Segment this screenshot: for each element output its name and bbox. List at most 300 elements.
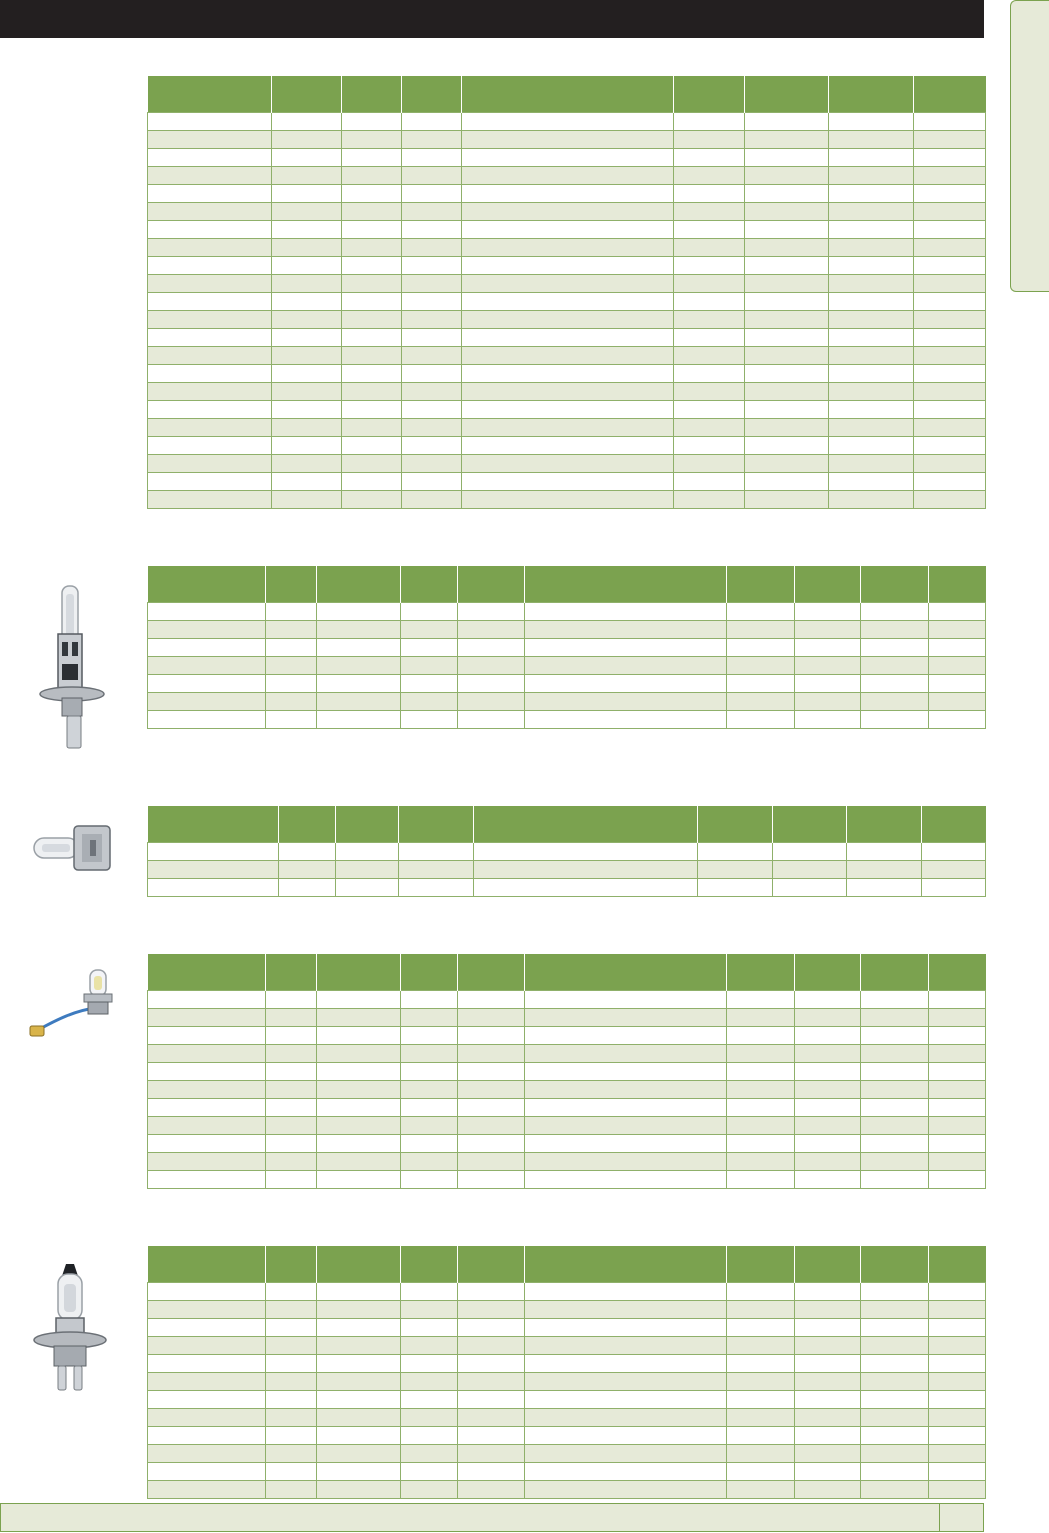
table-cell [929, 1116, 986, 1134]
table-cell [342, 148, 402, 166]
table-cell [279, 860, 336, 878]
table-cell [458, 1426, 525, 1444]
footer-bar [0, 1503, 984, 1532]
table-cell [674, 400, 745, 418]
table-cell [727, 1134, 795, 1152]
table-row [148, 328, 986, 346]
table-cell [458, 1354, 525, 1372]
table-row [148, 364, 986, 382]
column-header [795, 1246, 861, 1282]
column-header [342, 76, 402, 112]
table-cell [929, 1080, 986, 1098]
table-cell [795, 656, 861, 674]
table-cell [829, 418, 914, 436]
table-row [148, 1300, 986, 1318]
column-header [847, 806, 922, 842]
table-cell [402, 238, 462, 256]
table-cell [745, 220, 829, 238]
table-cell [317, 1152, 401, 1170]
table-cell [914, 382, 986, 400]
table-cell [674, 310, 745, 328]
table-cell [914, 274, 986, 292]
table-cell [674, 274, 745, 292]
table-cell [847, 860, 922, 878]
table-cell [342, 130, 402, 148]
table-row [148, 638, 986, 656]
table-cell [795, 1080, 861, 1098]
table-cell [317, 1318, 401, 1336]
table-cell [458, 1008, 525, 1026]
table-cell [148, 656, 266, 674]
table-cell [266, 1170, 317, 1188]
table-cell [727, 1462, 795, 1480]
table-cell [266, 1354, 317, 1372]
table-cell [401, 1080, 458, 1098]
column-header [458, 566, 525, 602]
table-cell [148, 620, 266, 638]
table-cell [829, 292, 914, 310]
table-cell [929, 1062, 986, 1080]
table-cell [462, 346, 674, 364]
table-cell [929, 990, 986, 1008]
column-header [861, 954, 929, 990]
table-cell [272, 346, 342, 364]
table-cell [462, 292, 674, 310]
table-cell [861, 1372, 929, 1390]
table-cell [674, 238, 745, 256]
table-cell [474, 878, 698, 896]
table-cell [148, 1462, 266, 1480]
table-cell [458, 710, 525, 728]
table-cell [929, 1134, 986, 1152]
table-cell [829, 238, 914, 256]
h2-bulb-image [30, 818, 118, 878]
table-cell [727, 1044, 795, 1062]
table-cell [317, 674, 401, 692]
table-cell [317, 1116, 401, 1134]
table-cell [402, 400, 462, 418]
table-cell [342, 436, 402, 454]
table-cell [272, 364, 342, 382]
table-cell [401, 1116, 458, 1134]
table-cell [272, 454, 342, 472]
table-cell [674, 328, 745, 346]
table-cell [922, 842, 986, 860]
table-cell [342, 454, 402, 472]
table-cell [402, 148, 462, 166]
table-row [148, 1444, 986, 1462]
table-cell [829, 220, 914, 238]
table-cell [795, 638, 861, 656]
table-cell [474, 860, 698, 878]
table-cell [148, 1408, 266, 1426]
table-cell [401, 710, 458, 728]
table-cell [458, 1390, 525, 1408]
table-cell [525, 1282, 727, 1300]
table-cell [402, 346, 462, 364]
table-cell [929, 656, 986, 674]
table-cell [401, 1300, 458, 1318]
table-cell [745, 310, 829, 328]
table-cell [342, 310, 402, 328]
table-cell [795, 1372, 861, 1390]
table-cell [795, 602, 861, 620]
table-cell [861, 674, 929, 692]
table-cell [674, 292, 745, 310]
table-cell [462, 400, 674, 418]
table-cell [727, 1408, 795, 1426]
column-header [795, 954, 861, 990]
table-cell [525, 1062, 727, 1080]
table-cell [674, 418, 745, 436]
table-cell [148, 490, 272, 508]
table-cell [914, 166, 986, 184]
table-cell [914, 418, 986, 436]
table-cell [148, 1300, 266, 1318]
table-cell [272, 436, 342, 454]
table-cell [342, 166, 402, 184]
table-cell [458, 1408, 525, 1426]
table-cell [829, 382, 914, 400]
table-cell [317, 1080, 401, 1098]
table-cell [727, 1282, 795, 1300]
table-cell [317, 692, 401, 710]
table-cell [402, 274, 462, 292]
column-header [148, 806, 279, 842]
table-cell [342, 292, 402, 310]
table-cell [399, 842, 474, 860]
table-cell [773, 878, 847, 896]
table-cell [462, 274, 674, 292]
table-cell [525, 1134, 727, 1152]
table-cell [317, 1098, 401, 1116]
table-cell [861, 692, 929, 710]
table-cell [861, 1444, 929, 1462]
table-cell [148, 1444, 266, 1462]
table-cell [861, 1080, 929, 1098]
table-cell [795, 1480, 861, 1498]
table-cell [401, 1008, 458, 1026]
table-cell [525, 656, 727, 674]
table-cell [401, 656, 458, 674]
table-cell [148, 1390, 266, 1408]
table-cell [266, 1480, 317, 1498]
column-header [148, 954, 266, 990]
table-cell [272, 400, 342, 418]
table-cell [317, 1480, 401, 1498]
table-cell [148, 1354, 266, 1372]
table-cell [148, 310, 272, 328]
table-cell [829, 310, 914, 328]
table-cell [861, 1336, 929, 1354]
table-cell [727, 1390, 795, 1408]
table-cell [861, 1354, 929, 1372]
table-cell [727, 1080, 795, 1098]
table-cell [795, 1170, 861, 1188]
table-cell [266, 1098, 317, 1116]
table-cell [674, 166, 745, 184]
table-cell [861, 1390, 929, 1408]
table-cell [401, 1152, 458, 1170]
table-cell [148, 364, 272, 382]
table-cell [861, 1170, 929, 1188]
table-cell [317, 620, 401, 638]
table-cell [773, 860, 847, 878]
table-cell [317, 1026, 401, 1044]
table-cell [148, 328, 272, 346]
column-header [922, 806, 986, 842]
table-cell [401, 638, 458, 656]
table-row [148, 1044, 986, 1062]
table-cell [458, 620, 525, 638]
table-cell [342, 328, 402, 346]
table-cell [462, 256, 674, 274]
column-header [795, 566, 861, 602]
table-cell [148, 166, 272, 184]
table-cell [266, 1462, 317, 1480]
table-cell [148, 638, 266, 656]
table-cell [342, 382, 402, 400]
table-cell [148, 1098, 266, 1116]
table-cell [458, 1372, 525, 1390]
table-cell [266, 1372, 317, 1390]
table-cell [914, 202, 986, 220]
table-cell [674, 436, 745, 454]
table-cell [402, 184, 462, 202]
column-header [148, 1246, 266, 1282]
table-cell [401, 602, 458, 620]
table-cell [401, 1170, 458, 1188]
table-cell [402, 292, 462, 310]
table-cell [745, 328, 829, 346]
table-cell [462, 454, 674, 472]
table-cell [317, 1354, 401, 1372]
table-cell [861, 638, 929, 656]
table-cell [317, 656, 401, 674]
table-cell [317, 1170, 401, 1188]
table-cell [317, 1372, 401, 1390]
table-cell [727, 674, 795, 692]
table-cell [266, 1426, 317, 1444]
table-cell [829, 274, 914, 292]
table-cell [458, 602, 525, 620]
table-cell [342, 472, 402, 490]
table-cell [342, 202, 402, 220]
table-row [148, 346, 986, 364]
column-header [929, 566, 986, 602]
table-cell [727, 1354, 795, 1372]
table-cell [745, 274, 829, 292]
table-cell [272, 148, 342, 166]
table-cell [525, 1480, 727, 1498]
spec-table-3 [147, 806, 986, 897]
table-cell [458, 1462, 525, 1480]
table-cell [148, 382, 272, 400]
column-header [401, 566, 458, 602]
column-header [402, 76, 462, 112]
table-cell [401, 1318, 458, 1336]
table-cell [795, 1426, 861, 1444]
table-cell [266, 1318, 317, 1336]
table-row [148, 602, 986, 620]
table-cell [795, 1134, 861, 1152]
table-cell [914, 310, 986, 328]
table-row [148, 310, 986, 328]
table-cell [795, 1318, 861, 1336]
table-cell [458, 656, 525, 674]
table-cell [795, 620, 861, 638]
table-cell [861, 656, 929, 674]
table-cell [861, 1462, 929, 1480]
table-cell [148, 112, 272, 130]
table-cell [317, 602, 401, 620]
column-header [266, 954, 317, 990]
table-cell [402, 166, 462, 184]
table-cell [861, 620, 929, 638]
column-header [148, 566, 266, 602]
table-cell [525, 1026, 727, 1044]
table-cell [745, 112, 829, 130]
table-cell [401, 1480, 458, 1498]
table-cell [795, 1044, 861, 1062]
table-cell [402, 382, 462, 400]
table-cell [745, 436, 829, 454]
table-cell [317, 1134, 401, 1152]
table-row [148, 256, 986, 274]
column-header [914, 76, 986, 112]
table-cell [829, 472, 914, 490]
table-cell [795, 674, 861, 692]
table-cell [745, 184, 829, 202]
table-cell [462, 382, 674, 400]
table-cell [727, 1336, 795, 1354]
table-cell [929, 1354, 986, 1372]
table-cell [317, 1008, 401, 1026]
table-cell [402, 256, 462, 274]
table-cell [266, 692, 317, 710]
page-number-box [939, 1503, 983, 1532]
table-cell [266, 1080, 317, 1098]
table-cell [458, 1026, 525, 1044]
section-side-tab[interactable] [1010, 0, 1049, 292]
table-cell [727, 1116, 795, 1134]
table-cell [266, 1152, 317, 1170]
table-cell [829, 130, 914, 148]
table-cell [462, 202, 674, 220]
table-row [148, 1318, 986, 1336]
table-cell [342, 418, 402, 436]
table-cell [929, 1480, 986, 1498]
table-row [148, 1336, 986, 1354]
table-cell [148, 710, 266, 728]
table-cell [272, 238, 342, 256]
table-row [148, 418, 986, 436]
table-cell [317, 1462, 401, 1480]
table-cell [829, 256, 914, 274]
column-header [272, 76, 342, 112]
table-cell [317, 1300, 401, 1318]
table-cell [525, 1390, 727, 1408]
table-cell [458, 692, 525, 710]
table-cell [795, 1152, 861, 1170]
spec-table-5 [147, 1246, 986, 1499]
table-cell [148, 1170, 266, 1188]
table-cell [148, 130, 272, 148]
table-cell [861, 1008, 929, 1026]
table-cell [525, 1152, 727, 1170]
table-cell [914, 436, 986, 454]
table-cell [674, 130, 745, 148]
table-cell [148, 842, 279, 860]
table-cell [317, 990, 401, 1008]
column-header [336, 806, 399, 842]
table-cell [914, 148, 986, 166]
table-row [148, 1080, 986, 1098]
table-cell [829, 148, 914, 166]
table-cell [745, 346, 829, 364]
table-cell [458, 638, 525, 656]
table-cell [929, 1444, 986, 1462]
table-cell [401, 1098, 458, 1116]
table-cell [914, 364, 986, 382]
table-cell [317, 638, 401, 656]
table-row [148, 112, 986, 130]
table-cell [829, 202, 914, 220]
table-cell [148, 238, 272, 256]
table-cell [148, 1336, 266, 1354]
table-cell [458, 1170, 525, 1188]
table-cell [148, 878, 279, 896]
table-cell [458, 1336, 525, 1354]
table-cell [861, 990, 929, 1008]
table-cell [402, 490, 462, 508]
table-cell [829, 184, 914, 202]
table-cell [317, 1044, 401, 1062]
table-cell [525, 710, 727, 728]
table-cell [795, 710, 861, 728]
table-cell [698, 878, 773, 896]
table-cell [401, 1354, 458, 1372]
table-cell [401, 1462, 458, 1480]
table-cell [861, 1300, 929, 1318]
table-cell [402, 310, 462, 328]
table-cell [148, 292, 272, 310]
column-header [698, 806, 773, 842]
table-cell [462, 310, 674, 328]
table-cell [914, 472, 986, 490]
table-row [148, 1134, 986, 1152]
table-cell [458, 1098, 525, 1116]
table-cell [148, 274, 272, 292]
table-cell [929, 1282, 986, 1300]
table-cell [745, 490, 829, 508]
table-row [148, 238, 986, 256]
table-cell [861, 1318, 929, 1336]
table-cell [317, 1062, 401, 1080]
table-cell [745, 256, 829, 274]
table-cell [401, 1026, 458, 1044]
table-cell [266, 1116, 317, 1134]
table-cell [929, 1152, 986, 1170]
table-cell [525, 1408, 727, 1426]
table-cell [342, 490, 402, 508]
table-row [148, 1408, 986, 1426]
table-cell [861, 602, 929, 620]
table-cell [266, 1408, 317, 1426]
table-cell [462, 238, 674, 256]
table-cell [861, 1282, 929, 1300]
table-cell [458, 674, 525, 692]
